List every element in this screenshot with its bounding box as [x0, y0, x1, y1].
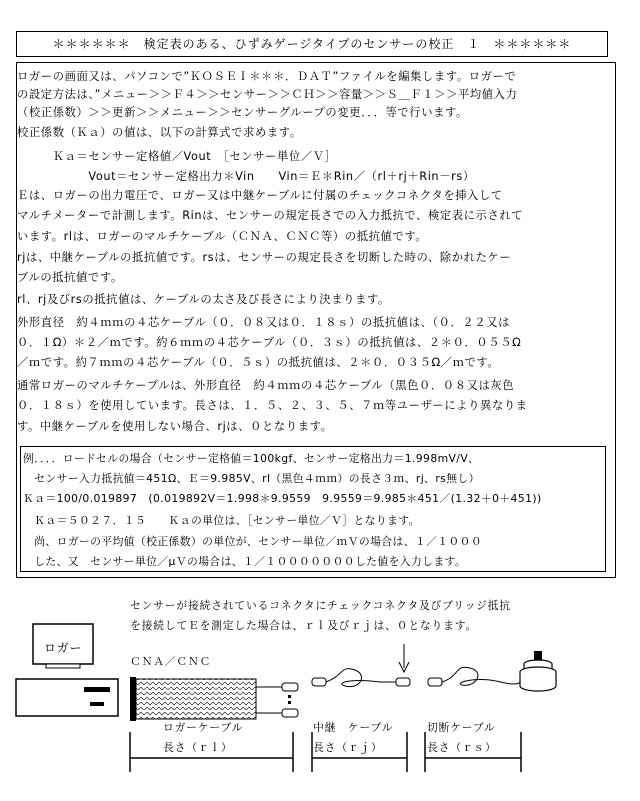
relay-cable-label: 中継 ケーブル: [313, 721, 394, 734]
diagram-note: センサーが接続されているコネクタにチェックコネクタ及びブリッジ抵抗: [130, 599, 511, 612]
example-line: Ｋａ＝５０２７．１５ Ｋａの単位は、［センサー単位／Ｖ］となります。: [23, 514, 420, 527]
logger-label: ロガー: [44, 641, 83, 655]
paragraph-line: ブルの抵抗値です。: [17, 271, 123, 284]
connector-label: ＣＮＡ／ＣＮＣ: [130, 655, 212, 668]
logger-cable-label: ロガーケーブル: [163, 721, 244, 734]
connection-diagram: [0, 580, 640, 801]
paragraph-line: rjは、中継ケーブルの抵抗値です。rsは、センサーの規定長さを切断した時の、除かれたケー: [17, 251, 512, 264]
example-line: 例．．．．ロードセルの場合（センサー定格値＝100kgf、センサー定格出力＝1.998mV/V、: [23, 452, 480, 465]
cut-cable-length-label: 長さ（ｒｓ）: [427, 741, 497, 754]
page-title: ＊＊＊＊＊＊ 検定表のある、ひずみゲージタイプのセンサーの校正 １ ＊＊＊＊＊＊: [16, 31, 608, 57]
cut-cable-label: 切断ケーブル: [427, 721, 496, 734]
paragraph-line: 外形直径 約４ｍｍの４芯ケーブル（０．０８又は０．１８ｓ）の抵抗値は、（０．２２又は: [17, 316, 511, 329]
paragraph-line: 校正係数（Ｋａ）の値は、以下の計算式で求めます。: [17, 126, 302, 139]
paragraph-line: います。rlは、ロガーのマルチケーブル（ＣＮＡ、ＣＮＣ等）の抵抗値です。: [17, 230, 428, 243]
paragraph-line: す。中継ケーブルを使用しない場合、rjは、０となります。: [17, 420, 333, 433]
example-box: [20, 446, 606, 572]
paragraph-line: ／ｍです。約７ｍｍの４芯ケーブル（０．５ｓ）の抵抗値は、２＊０．０３５Ω／ｍです。: [17, 356, 500, 369]
example-line: した、又 センサー単位／μＶの場合は、１／１０００００００した値を入力します。: [23, 555, 467, 568]
example-line: 尚、ロガーの平均値（校正係数）の単位が、センサー単位／ｍＶの場合は、１／１０００: [23, 535, 483, 548]
relay-cable-length-label: 長さ（ｒｊ）: [313, 741, 383, 754]
logger-cable-icon: [130, 677, 298, 721]
formula-line: Vout＝センサー定格出力＊Vin Vin＝Ｅ＊Rin／（rl＋rj＋Rin－rs）: [17, 170, 475, 183]
formula-line: Ｋａ＝センサー定格値／Vout ［センサー単位／Ｖ］: [17, 150, 337, 163]
paragraph-line: ０．１Ω）＊２／ｍです。約６ｍｍの４芯ケーブル（０．３ｓ）の抵抗値は、２＊０．０５５Ω: [17, 336, 522, 349]
paragraph-line: Ｅは、ロガーの出力電圧で、ロガー又は中継ケーブルに付属のチェックコネクタを挿入して: [17, 189, 503, 202]
paragraph-line: マルチメーターで計測します。Rinは、センサーの規定長さでの入力抵抗で、検定表に示されて: [17, 209, 524, 222]
sensor-icon: [428, 651, 556, 691]
example-line: Ｋａ＝100/0.019897 (0.019892V＝1.998＊9.9559 9.9559＝9.985＊451／(1.32＋0＋451)): [23, 492, 542, 505]
paragraph-line: ０．１８ｓ）を使用しています。長さは、１．５、２、３、５、７ｍ等ユーザーにより異なりま: [17, 399, 528, 412]
paragraph-line: （校正係数）＞＞更新＞＞メニュー＞＞センサーグループの変更．．．等で行います。: [17, 106, 468, 119]
paragraph-line: ロガーの画面又は、パソコンで”ＫＯＳＥＩ＊＊＊．ＤＡＴ”ファイルを編集します。ロガーで: [17, 70, 517, 83]
paragraph-line: の設定方法は、”メニュー＞＞Ｆ４＞＞センサー＞＞ＣＨ＞＞容量＞＞Ｓ＿Ｆ１＞＞平均値入力: [17, 88, 518, 101]
relay-cable-icon: [312, 669, 410, 687]
logger-cable-length-label: 長さ（ｒｌ）: [163, 741, 233, 754]
paragraph-line: rl、rj及びrsの抵抗値は、ケーブルの太さ及び長さにより決まります。: [17, 293, 390, 306]
paragraph-line: 通常ロガーのマルチケーブルは、外形直径 約４ｍｍの４芯ケーブル（黒色０．０８又は灰色: [17, 379, 515, 392]
logger-computer-icon: [16, 624, 118, 716]
example-line: センサー入力抵抗値＝451Ω、Ｅ＝9.985V、rl（黒色４ｍｍ）の長さ３ｍ、rj、rs無し）: [23, 472, 480, 485]
diagram-note: を接続してＥを測定した場合は、ｒｌ及びｒｊは、０となります。: [130, 619, 478, 632]
